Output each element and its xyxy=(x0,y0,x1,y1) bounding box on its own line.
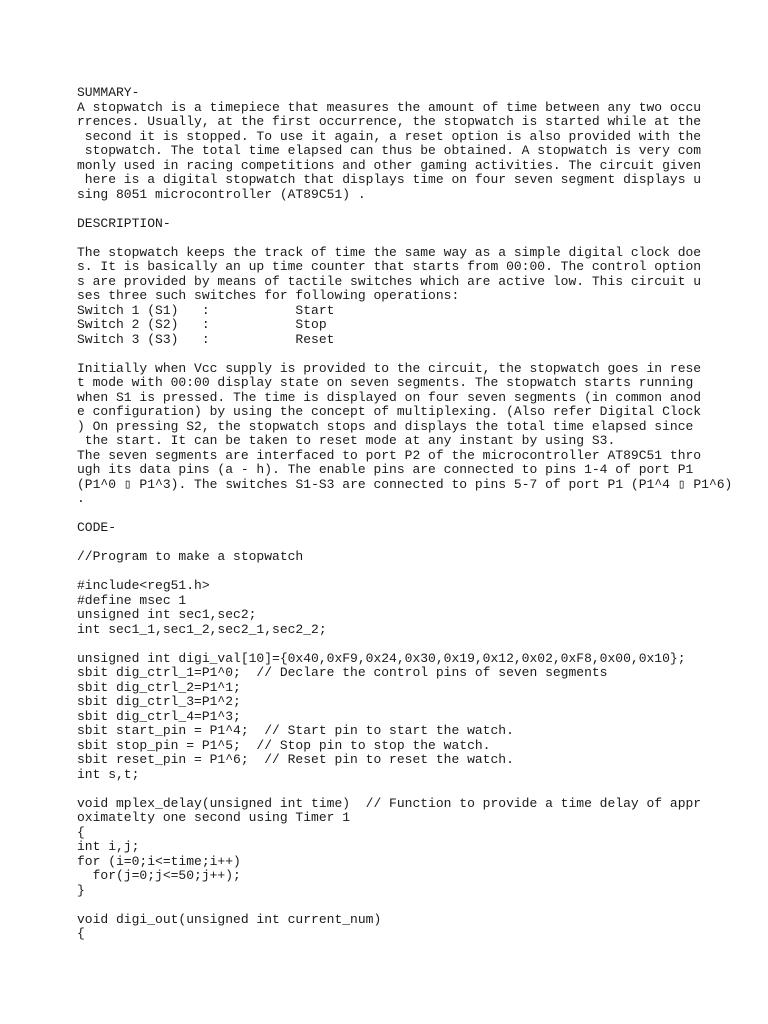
summary-line: sing 8051 microcontroller (AT89C51) . xyxy=(77,186,366,202)
code-line: oximatelty one second using Timer 1 xyxy=(77,810,351,825)
summary-line: A stopwatch is a timepiece that measures the amount of time between any two occu xyxy=(77,99,702,115)
blank-line xyxy=(77,202,757,217)
code-line: void digi_out(unsigned int current_num) xyxy=(77,911,382,927)
description-line: The stopwatch keeps the track of time the same way as a simple digital clock doe xyxy=(77,244,702,260)
description-line: ses three such switches for following operations: xyxy=(77,288,460,303)
code-comment: //Program to make a stopwatch xyxy=(77,549,304,564)
switch-s3-line: Switch 3 (S3) : Reset xyxy=(77,331,335,347)
code-line: int sec1_1,sec1_2,sec2_1,sec2_2; xyxy=(77,621,327,637)
summary-line: rrences. Usually, at the first occurrence, the stopwatch is started while at the xyxy=(77,114,702,129)
description-line: ) On pressing S2, the stopwatch stops and displays the total time elapsed since xyxy=(77,418,694,434)
description-line: (P1^0 ▯ P1^3). The switches S1-S3 are connected to pins 5-7 of port P1 (P1^4 ▯ P1^6) xyxy=(77,476,733,492)
blank-line xyxy=(77,637,757,652)
description-heading: DESCRIPTION- xyxy=(77,215,171,231)
blank-line xyxy=(77,782,757,797)
description-line: t mode with 00:00 display state on seven segments. The stopwatch starts running xyxy=(77,375,694,390)
summary-line: monly used in racing competitions and other gaming activities. The circuit given xyxy=(77,157,702,173)
blank-line xyxy=(77,347,757,362)
code-line: sbit stop_pin = P1^5; // Stop pin to stop the watch. xyxy=(77,737,491,753)
description-line: e configuration) by using the concept of multiplexing. (Also refer Digital Clock xyxy=(77,404,702,419)
description-line: s are provided by means of tactile switches which are active low. This circuit u xyxy=(77,273,702,289)
code-line: int i,j; xyxy=(77,839,140,854)
description-line: when S1 is pressed. The time is displayed on four seven segments (in common anod xyxy=(77,389,702,405)
code-line: unsigned int digi_val[10]={0x40,0xF9,0x24,0x30,0x19,0x12,0x02,0xF8,0x00,0x10}; xyxy=(77,650,686,666)
blank-line xyxy=(77,898,757,913)
code-line: for (i=0;i<=time;i++) xyxy=(77,853,241,869)
code-line: #define msec 1 xyxy=(77,592,187,608)
document-page xyxy=(77,86,757,942)
code-line: sbit dig_ctrl_1=P1^0; // Declare the control pins of seven segments xyxy=(77,665,608,680)
blank-line xyxy=(77,507,757,522)
code-line: sbit dig_ctrl_2=P1^1; xyxy=(77,679,241,695)
code-heading: CODE- xyxy=(77,520,117,535)
description-line: Initially when Vcc supply is provided to the circuit, the stopwatch goes in rese xyxy=(77,360,702,376)
description-line: . xyxy=(77,491,85,506)
code-line: sbit dig_ctrl_4=P1^3; xyxy=(77,708,241,724)
blank-line xyxy=(77,231,757,246)
code-line: { xyxy=(77,926,85,941)
code-line: #include<reg51.h> xyxy=(77,578,210,593)
switch-s1-line: Switch 1 (S1) : Start xyxy=(77,302,335,318)
summary-line: second it is stopped. To use it again, a reset option is also provided with the xyxy=(77,128,702,144)
code-line: sbit dig_ctrl_3=P1^2; xyxy=(77,694,241,709)
description-line: ugh its data pins (a - h). The enable pins are connected to pins 1-4 of port P1 xyxy=(77,462,694,477)
code-line: int s,t; xyxy=(77,766,140,782)
code-line: sbit start_pin = P1^4; // Start pin to start the watch. xyxy=(77,723,514,738)
description-line: s. It is basically an up time counter that starts from 00:00. The control option xyxy=(77,259,702,274)
description-line: The seven segments are interfaced to port P2 of the microcontroller AT89C51 thro xyxy=(77,447,702,463)
code-line: { xyxy=(77,824,85,840)
switch-s2-line: Switch 2 (S2) : Stop xyxy=(77,317,327,332)
code-line: unsigned int sec1,sec2; xyxy=(77,607,257,622)
description-line: the start. It can be taken to reset mode at any instant by using S3. xyxy=(77,433,616,448)
summary-line: here is a digital stopwatch that displays time on four seven segment displays u xyxy=(77,172,702,187)
code-line: } xyxy=(77,882,85,898)
blank-line xyxy=(77,565,757,580)
blank-line xyxy=(77,536,757,551)
code-line: void mplex_delay(unsigned int time) // Function to provide a time delay of appr xyxy=(77,795,702,811)
code-line: sbit reset_pin = P1^6; // Reset pin to reset the watch. xyxy=(77,752,514,767)
summary-heading: SUMMARY- xyxy=(77,85,140,100)
code-line: for(j=0;j<=50;j++); xyxy=(77,868,241,883)
summary-line: stopwatch. The total time elapsed can thus be obtained. A stopwatch is very com xyxy=(77,143,702,158)
